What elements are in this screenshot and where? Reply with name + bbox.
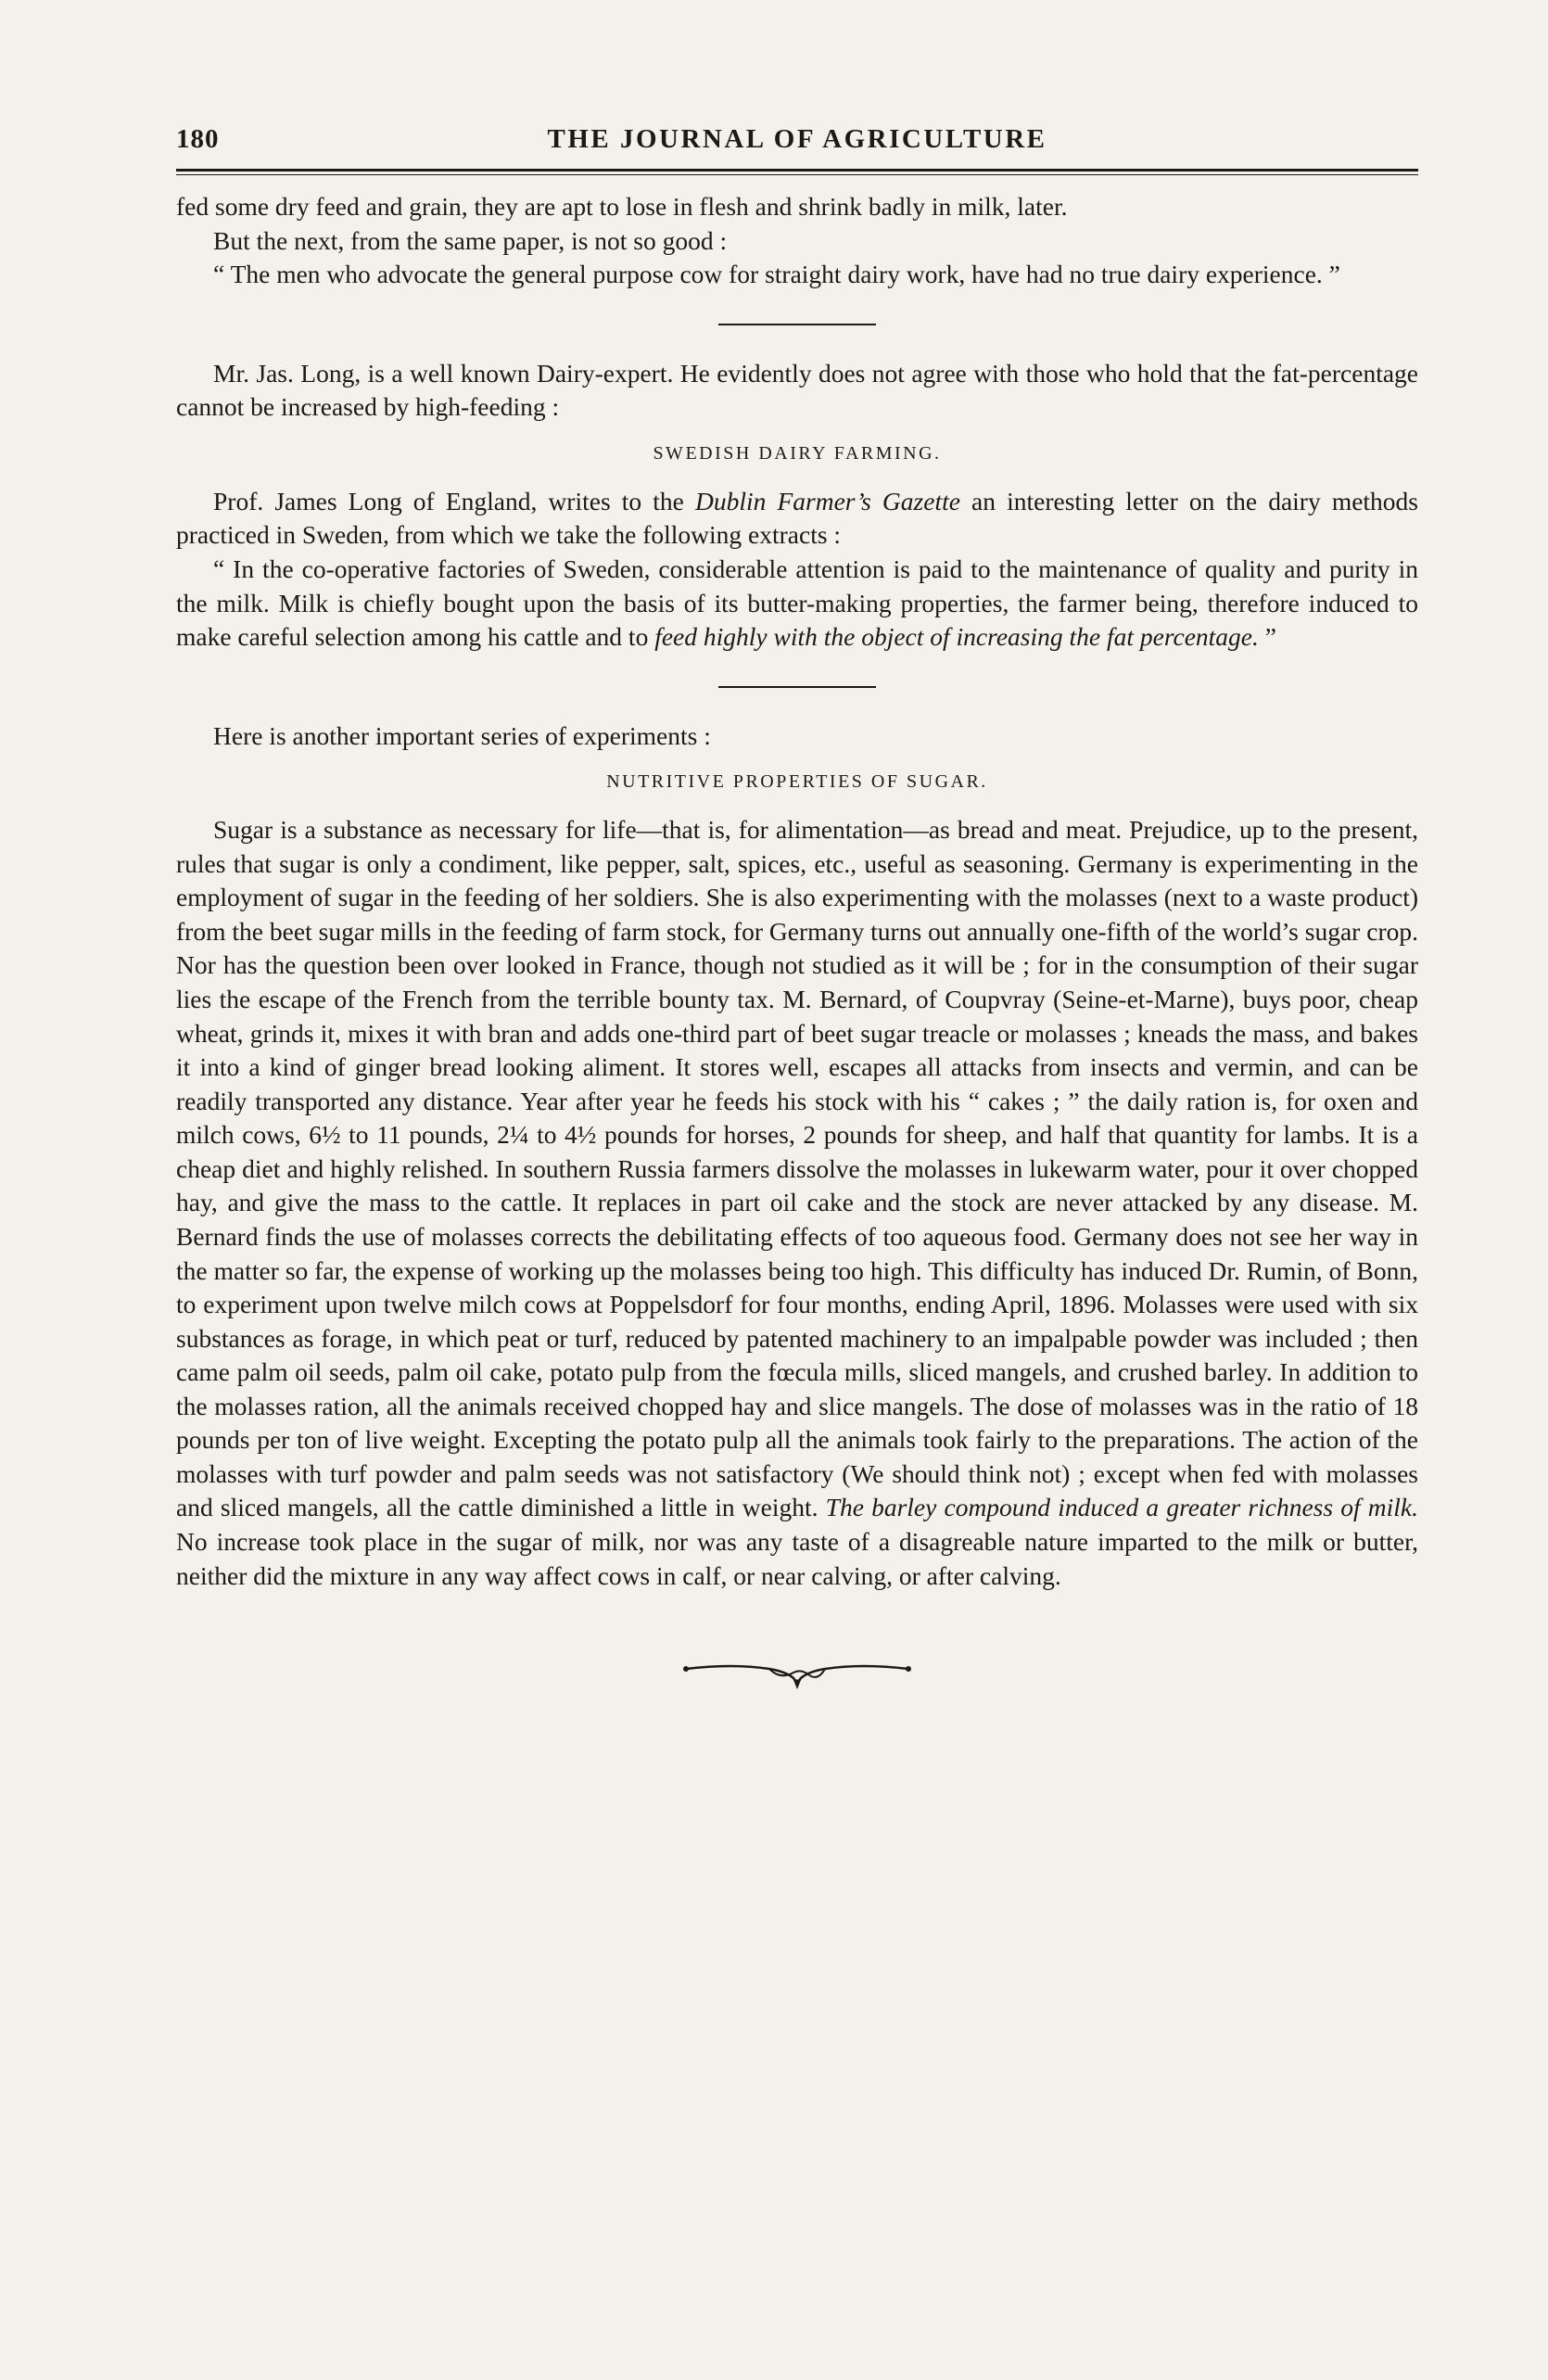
swedish-paragraph	[176, 485, 1418, 553]
header-rule	[176, 169, 1418, 172]
section-divider	[718, 324, 876, 325]
swedish-quote	[176, 553, 1418, 655]
swedish-heading: SWEDISH DAIRY FARMING.	[653, 442, 942, 464]
sugar-body-end: No increase took place in the sugar of milk, nor was any taste of a disagreable nature imparted to the milk or butter, neither did the mixture in any way affect cows in calf, or near calving, or after calving.	[176, 1527, 1418, 1590]
swedish-quote-end: ”	[1258, 622, 1276, 652]
sugar-body-start: Sugar is a substance as necessary for life—that is, for alimentation—as bread and meat. Prejudice, up to the present, rules that sugar is only a condiment, like pepper, salt, spices, etc., useful as seasoning. Germany is experimenting in the employment of sugar in the feeding of her soldiers. She is also experimenting with the molasses (next to a waste product) from the beet sugar mills in the feeding of farm stock, for Germany turns out annually one-fifth of the world’s sugar crop. Nor has the question been over looked in France, though not studied as it will be ; for in the consumption of their sugar lies the escape of the French from the terrible bounty tax. M. Bernard, of Coupvray (Seine-et-Marne), buys poor, cheap wheat, grinds it, mixes it with bran and adds one-third part of beet sugar treacle or molasses ; kneads the mass, and bakes it into a kind of ginger bread looking aliment. It stores well, escapes all attacks from insects and vermin, and can be readily transported any distance. Year after year he feeds his stock with his “ cakes ; ” the daily ration is, for oxen and milch cows, 6½ to 11 pounds, 2¼ to 4½ pounds for horses, 2 pounds for sheep, and half that quantity for lambs. It is a cheap diet and highly relished. In southern Russia farmers dissolve the molasses in lukewarm water, pour it over chopped hay, and give the mass to the cattle. It replaces in part oil cake and the stock are never attacked by any disease. M. Bernard finds the use of molasses corrects the debilitating effects of too aqueous food. Germany does not see her way in the matter so far, the expense of working up the molasses being too high. This difficulty has induced Dr. Rumin, of Bonn, to experiment upon twelve milch cows at Poppelsdorf for four months, ending April, 1896. Molasses were used with six substances as forage, in which peat or turf, reduced by patented machinery to an impalpable powder was included ; then came palm oil seeds, palm oil cake, potato pulp from the fœcula mills, sliced mangels, and crushed barley. In addition to the molasses ration, all the animals received chopped hay and slice mangels. The dose of molasses was in the ratio of 18 pounds per ton of live weight. Excepting the potato pulp all the animals took fairly to the preparations. The action of the molasses with turf powder and palm seeds was not satisfactory (We should think not) ; except when fed with molasses and sliced mangels, all the cattle diminished a little in weight.	[176, 815, 1418, 1522]
long-intro: Mr. Jas. Long, is a well known Dairy-expert. He evidently does not agree with those who hold that the fat-percentage cannot be increased by high-feeding :	[176, 358, 1418, 422]
intro-line: fed some dry feed and grain, they are apt to lose in flesh and shrink badly in milk, later.	[176, 192, 1068, 221]
intro-quote: “ The men who advocate the general purpose cow for straight dairy work, have had no true dairy experience. ”	[213, 260, 1340, 289]
intro-next: But the next, from the same paper, is not so good :	[213, 225, 728, 255]
sugar-body-italic: The barley compound induced a greater richness of milk.	[825, 1493, 1419, 1522]
swedish-text-end: an interesting letter on the dairy methods practiced in Sweden, from which we take the following extracts :	[176, 486, 1419, 550]
running-head	[176, 119, 1418, 167]
sugar-intro: Here is another important series of experiments :	[213, 720, 711, 750]
sugar-heading: NUTRITIVE PROPERTIES OF SUGAR.	[606, 771, 988, 793]
sugar-body	[176, 813, 1418, 1593]
swedish-quote-start: “ In the co-operative factories of Sweden, considerable attention is paid to the maintenance of quality and purity in the milk. Milk is chiefly bought upon the basis of its butter-making properties, the farmer being, therefore induced to make careful selection among his cattle and to	[176, 554, 1418, 652]
swedish-quote-italic: feed highly with the object of increasing the fat percentage.	[654, 622, 1259, 652]
source-title: Dublin Farmer’s Gazette	[694, 486, 960, 515]
tailpiece-ornament-icon	[677, 1656, 918, 1693]
swedish-text-start: Prof. James Long of England, writes to the	[213, 486, 695, 515]
journal-title: THE JOURNAL OF AGRICULTURE	[547, 124, 1047, 154]
page-number: 180	[176, 124, 220, 154]
section-divider	[718, 686, 876, 688]
